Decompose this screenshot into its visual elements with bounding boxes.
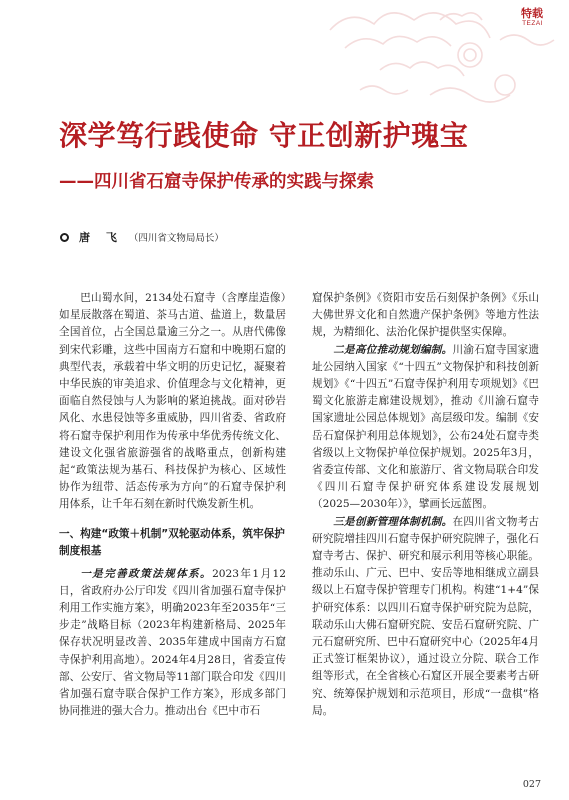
section-tag-en: TEZAI xyxy=(522,20,543,27)
paragraph-text: 川渝石窟寺国家遗址公园纳入国家《“十四五”文物保护和科技创新规划》《“十四五”石窟寺保护利用专项规划》《巴蜀文化旅游走廊建设规划》，推动《川渝石窟寺国家遗址公园总体规划》高层级印发。编制《安岳石窟保护利用总体规划》，公布24处石窟寺类省级以上文物保护单位保护规划。2025年3月，省委宣传部、文化和旅游厅、省文物局联合印发《四川石窟寺保护研究体系建设发展规划（2025—2030年）》，擘画长远蓝图。 xyxy=(312,343,540,511)
right-column xyxy=(312,290,539,720)
section-tag xyxy=(521,8,543,28)
author-affiliation: （四川省文物局局长） xyxy=(128,233,224,244)
paragraph-lead: 一是完善政策法规体系。 xyxy=(80,567,213,580)
article-title: 深学笃行践使命 守正创新护瑰宝 xyxy=(59,119,469,152)
paragraph-lead: 二是高位推动规划编制。 xyxy=(333,343,453,356)
cloud-pattern-icon xyxy=(0,0,569,110)
paragraph-continued: 窟保护条例》《资阳市安岳石刻保护条例》《乐山大佛世界文化和自然遗产保护条例》等地方性法规，为精细化、法治化保护提供坚实保障。 xyxy=(312,292,539,339)
paragraph-policy xyxy=(59,566,286,721)
decorative-corner-pattern xyxy=(0,0,569,110)
author-bullet-icon xyxy=(60,233,69,242)
page-number: 027 xyxy=(522,779,541,790)
paragraph-management xyxy=(312,514,539,720)
author-line xyxy=(60,228,224,246)
section-tag-cn: 特载 xyxy=(521,7,543,20)
article-subtitle: ——四川省石窟寺保护传承的实践与探索 xyxy=(59,172,374,192)
paragraph-text: 2023年1月12日，省政府办公厅印发《四川省加强石窟寺保护利用工作实施方案》，明确2023年至2035年“三步走”战略目标（2023年构建新格局、2025年保存状况明显改善、2035年建成中国南方石窟寺保护利用高地）。2024年4月28日，省委宣传部、公安厅、省文物局等11部门联合印发《四川省加强石窟寺联合保护工作方案》，形成多部门协同推进的强大合力。推动出台《巴中市石 xyxy=(59,567,287,718)
paragraph-lead: 三是创新管理体制机制。 xyxy=(333,515,453,528)
paragraph-text: 在四川省文物考古研究院增挂四川石窟寺保护研究院牌子，强化石窟寺考古、保护、研究和展示利用等核心职能。推动乐山、广元、巴中、安岳等地相继成立副县级以上石窟寺保护管理专门机构。构建“1+4”保护研究体系：以四川石窟寺保护研究院为总院，联动乐山大佛石窟研究院、安岳石窟研究院、广元石窟研究所、巴中石窟研究中心（2025年4月正式签订框架协议），通过设立分院、联合工作组等形式，在全省核心石窟区开展全要素考古研究、统筹保护规划和示范项目，形成“一盘棋”格局。 xyxy=(312,515,540,717)
left-column xyxy=(59,290,286,720)
intro-paragraph: 巴山蜀水间，2134处石窟寺（含摩崖造像）如星辰散落在蜀道、茶马古道、盐道上，数量居全国首位，占全国总量逾三分之一。从唐代佛像到宋代彩雕，这些中国南方石窟和中晚期石窟的典型代表，承载着中华文明的历史记忆，凝聚着中华民族的审美追求、价值理念与文化精神，更面临自然侵蚀与人为影响的紧迫挑战。面对砂岩风化、水患侵蚀等多重威胁，四川省委、省政府将石窟寺保护利用作为传承中华优秀传统文化、建设文化强省旅游强省的战略重点，创新构建起“政策法规为基石、科技保护为核心、区域性协作为纽带、活态传承为方向”的石窟寺保护利用体系，让千年石刻在新时代焕发新生机。 xyxy=(59,292,286,511)
section-heading-1: 一、构建“政策＋机制”双轮驱动体系，筑牢保护制度根基 xyxy=(59,527,285,557)
author-name: 唐 飞 xyxy=(79,231,123,244)
paragraph-planning xyxy=(312,342,539,514)
